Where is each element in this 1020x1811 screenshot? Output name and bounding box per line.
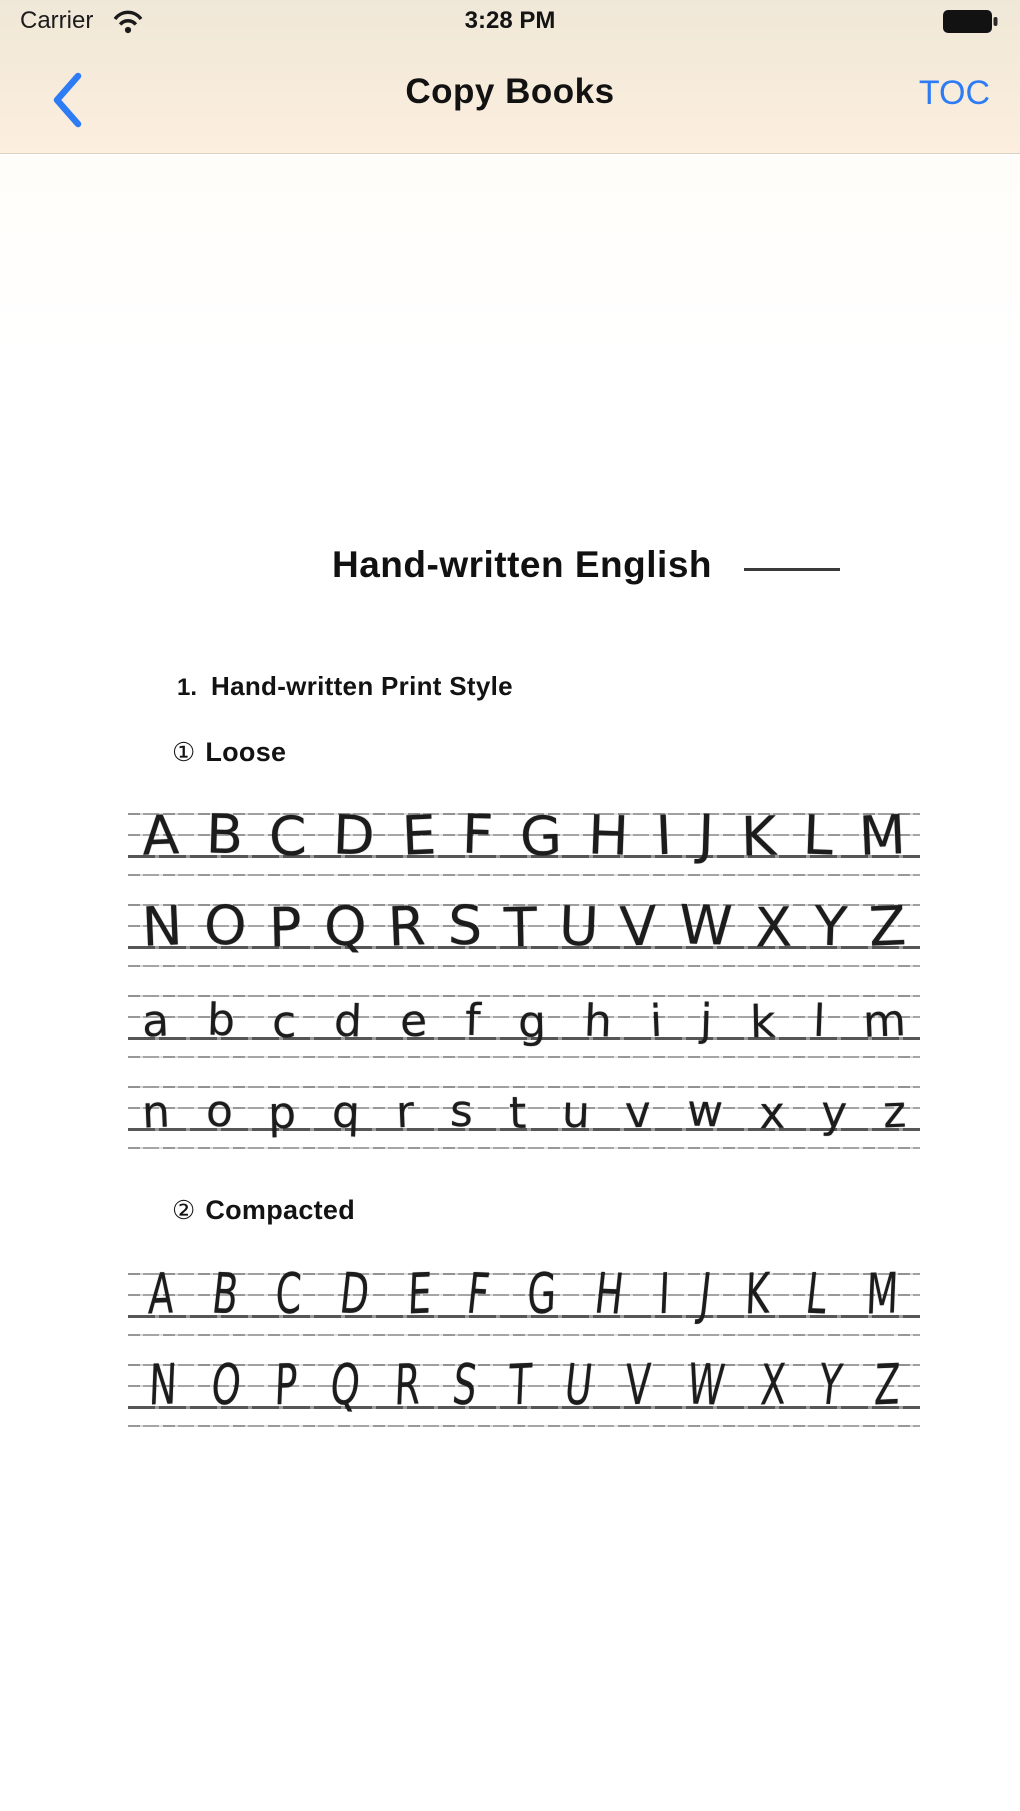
- section-heading: [128, 671, 920, 701]
- handwritten-letter: B: [204, 802, 244, 867]
- handwritten-letter: M: [864, 1261, 899, 1328]
- letter-row: [142, 995, 906, 1049]
- handwritten-letter: F: [461, 802, 495, 867]
- handwritten-letter: A: [147, 1261, 176, 1328]
- handwritten-letter: y: [819, 1086, 848, 1139]
- handwritten-letter: o: [204, 1085, 234, 1138]
- ruled-letter-band: [128, 802, 920, 876]
- handwritten-letter: U: [557, 894, 600, 959]
- handwritten-letter: C: [274, 1261, 303, 1328]
- handwritten-letter: e: [399, 995, 429, 1048]
- handwritten-letter: R: [386, 894, 427, 959]
- handwritten-letter: k: [749, 996, 776, 1049]
- handwritten-letter: S: [446, 893, 483, 958]
- handwritten-letter: J: [696, 1261, 715, 1328]
- handwritten-letter: V: [619, 894, 659, 959]
- handwritten-letter: L: [802, 1261, 831, 1328]
- handwritten-letter: v: [624, 1086, 653, 1139]
- handwritten-letter: b: [206, 994, 236, 1047]
- page-title: Copy Books: [405, 72, 615, 111]
- handwritten-letter: S: [449, 1352, 481, 1419]
- handwritten-letter: T: [507, 1352, 533, 1419]
- top-bars: [0, 0, 1020, 154]
- carrier-label: Carrier: [20, 7, 94, 34]
- handwritten-letter: g: [517, 996, 547, 1049]
- title-rule-line: [744, 568, 840, 571]
- handwritten-letter: i: [648, 995, 663, 1048]
- handwritten-letter: N: [140, 894, 184, 959]
- letter-row: [140, 893, 908, 960]
- handwritten-letter: W: [678, 893, 734, 958]
- ruled-letter-band: [128, 1352, 920, 1427]
- handwritten-letter: N: [147, 1352, 179, 1419]
- handwritten-letter: D: [332, 803, 377, 868]
- handwritten-letter: X: [759, 1352, 788, 1419]
- letter-row: [140, 802, 908, 869]
- circled-one-marker: ①: [172, 737, 196, 767]
- handwritten-letter: Q: [322, 894, 368, 959]
- handwritten-letter: Z: [867, 894, 908, 959]
- handwritten-letter: H: [587, 803, 631, 868]
- ruled-letter-band: [128, 893, 920, 967]
- handwritten-letter: M: [857, 803, 908, 868]
- compacted-letter-bands: [128, 1261, 920, 1427]
- subsection-label-compacted: [128, 1195, 920, 1227]
- letter-row: [142, 1261, 906, 1328]
- handwritten-letter: U: [561, 1352, 596, 1419]
- letter-row: [142, 1086, 906, 1140]
- status-time: 3:28 PM: [464, 7, 556, 34]
- circled-two-marker: ②: [172, 1195, 196, 1225]
- handwritten-letter: R: [393, 1352, 422, 1419]
- handwritten-letter: O: [208, 1352, 245, 1419]
- document-title-row: [190, 543, 982, 587]
- loose-letter-bands: [128, 802, 920, 1149]
- letter-row: [142, 1352, 906, 1419]
- ruled-letter-band: [128, 995, 920, 1058]
- handwritten-letter: f: [464, 994, 482, 1047]
- handwritten-letter: J: [697, 802, 716, 867]
- handwritten-letter: G: [525, 1261, 558, 1328]
- handwritten-letter: W: [684, 1352, 728, 1419]
- guide-rule-line: [128, 1425, 920, 1427]
- navigation-bar: [0, 42, 1020, 154]
- handwritten-letter: C: [268, 804, 308, 869]
- handwritten-letter: Y: [815, 1352, 845, 1419]
- handwritten-letter: K: [744, 1261, 772, 1328]
- handwritten-letter: Z: [872, 1352, 901, 1419]
- handwritten-letter: G: [519, 804, 563, 869]
- handwritten-letter: F: [464, 1261, 493, 1328]
- handwritten-letter: w: [686, 1085, 725, 1138]
- handwritten-letter: x: [758, 1087, 786, 1140]
- guide-rule-line: [128, 1147, 920, 1149]
- handwritten-letter: c: [271, 996, 298, 1049]
- document-scroll-area[interactable]: [0, 155, 1020, 1811]
- guide-rule-line: [128, 965, 920, 967]
- handwritten-letter: E: [400, 803, 438, 868]
- subsection-label-loose: [128, 737, 920, 769]
- handwritten-letter: H: [592, 1261, 627, 1328]
- handwritten-letter: s: [449, 1085, 474, 1138]
- ruled-letter-band: [128, 1086, 920, 1149]
- handwritten-letter: A: [140, 803, 181, 868]
- document-page: [128, 155, 920, 1427]
- handwritten-letter: I: [654, 803, 673, 868]
- handwritten-letter: l: [812, 995, 827, 1048]
- handwritten-letter: L: [801, 803, 834, 868]
- handwritten-letter: a: [140, 995, 171, 1048]
- section-number: 1.: [177, 674, 198, 701]
- document-title: Hand-written English: [332, 544, 712, 585]
- battery-icon: [942, 9, 998, 34]
- handwritten-letter: I: [657, 1261, 671, 1328]
- handwritten-letter: h: [583, 995, 613, 1048]
- handwritten-letter: T: [503, 895, 538, 960]
- handwritten-letter: z: [881, 1086, 907, 1139]
- handwritten-letter: X: [754, 895, 793, 960]
- subsection-name: Loose: [205, 737, 287, 767]
- handwritten-letter: Y: [812, 894, 849, 959]
- subsection-name: Compacted: [205, 1195, 356, 1225]
- handwritten-letter: V: [624, 1352, 653, 1419]
- handwritten-letter: t: [508, 1087, 527, 1140]
- section-title: Hand-written Print Style: [211, 671, 513, 701]
- handwritten-letter: j: [698, 994, 713, 1047]
- status-bar: [0, 0, 1020, 42]
- ruled-letter-band: [128, 1261, 920, 1336]
- handwritten-letter: P: [273, 1352, 299, 1419]
- handwritten-letter: E: [406, 1261, 433, 1328]
- handwritten-letter: K: [739, 804, 777, 869]
- handwritten-letter: u: [560, 1086, 591, 1139]
- handwritten-letter: n: [140, 1086, 171, 1139]
- handwritten-letter: P: [268, 895, 303, 960]
- handwritten-letter: q: [331, 1086, 362, 1139]
- guide-rule-line: [128, 1334, 920, 1336]
- guide-rule-line: [128, 1056, 920, 1058]
- guide-rule-line: [128, 874, 920, 876]
- toc-button[interactable]: TOC: [918, 74, 990, 112]
- handwritten-letter: r: [394, 1086, 416, 1139]
- handwritten-letter: D: [337, 1261, 373, 1328]
- handwritten-letter: d: [333, 995, 364, 1048]
- handwritten-letter: B: [208, 1261, 241, 1328]
- handwritten-letter: p: [267, 1087, 297, 1140]
- handwritten-letter: Q: [327, 1352, 364, 1419]
- handwritten-letter: O: [203, 893, 248, 958]
- handwritten-letter: m: [861, 995, 907, 1048]
